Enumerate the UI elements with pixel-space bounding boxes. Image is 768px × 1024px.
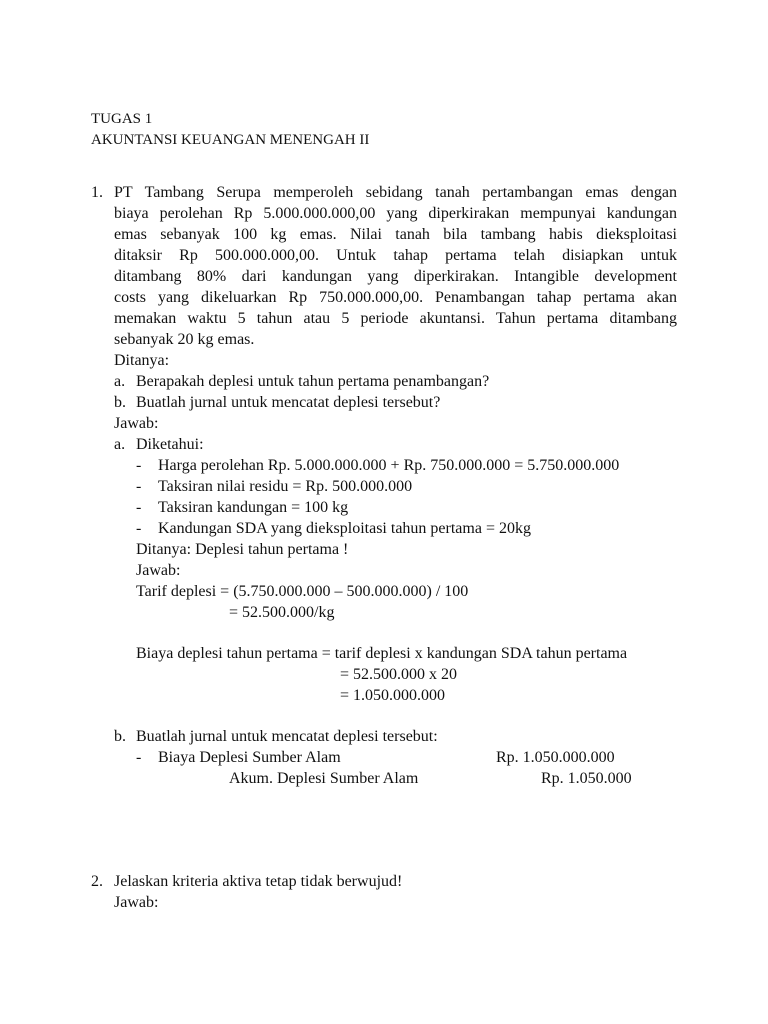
known-item: Harga perolehan Rp. 5.000.000.000 + Rp. 750.000.000 = 5.750.000.000 [158, 457, 620, 474]
bullet: - [136, 499, 142, 516]
journal-credit-account: Akum. Deplesi Sumber Alam [229, 770, 419, 787]
question-b-marker: b. [114, 394, 126, 411]
question-2-text: Jelaskan kriteria aktiva tetap tidak berwujud! [114, 873, 403, 890]
ditanya-label: Ditanya: [114, 352, 170, 369]
biaya-calc: = 52.500.000 x 20 [340, 666, 458, 683]
question-1-paragraph-line: ditaksir Rp 500.000.000,00. Untuk tahap pertama telah disiapkan untuk [114, 247, 677, 264]
known-item: Kandungan SDA yang dieksploitasi tahun pertama = 20kg [158, 520, 531, 537]
journal-debit-amount: Rp. 1.050.000.000 [496, 749, 615, 766]
question-1-paragraph-line: sebanyak 20 kg emas. [114, 331, 255, 348]
question-1-number: 1. [91, 184, 103, 201]
question-b-text: Buatlah jurnal untuk mencatat deplesi tersebut? [136, 394, 441, 411]
diketahui-label: Diketahui: [136, 436, 204, 453]
answer-b-marker: b. [114, 728, 126, 745]
bullet: - [136, 749, 142, 766]
tarif-formula: Tarif deplesi = (5.750.000.000 – 500.000.000) / 100 [136, 583, 469, 600]
bullet: - [136, 478, 142, 495]
answer-b-text: Buatlah jurnal untuk mencatat deplesi tersebut: [136, 728, 438, 745]
question-1-paragraph-line: emas sebanyak 100 kg emas. Nilai tanah bila tambang habis dieksploitasi [114, 226, 677, 243]
question-1-paragraph-line: costs yang dikeluarkan Rp 750.000.000,00. Penambangan tahap pertama akan [114, 289, 677, 306]
biaya-formula: Biaya deplesi tahun pertama = tarif deplesi x kandungan SDA tahun pertama [136, 645, 628, 662]
question-1-paragraph-line: ditambang 80% dari kandungan yang diperkirakan. Intangible development [114, 268, 677, 285]
doc-title: TUGAS 1 [91, 111, 153, 127]
question-1-paragraph-line: memakan waktu 5 tahun atau 5 periode akuntansi. Tahun pertama ditambang [114, 310, 677, 327]
ditanya-sub: Ditanya: Deplesi tahun pertama ! [136, 541, 349, 558]
question-2-jawab-label: Jawab: [114, 894, 159, 911]
journal-debit-account: Biaya Deplesi Sumber Alam [158, 749, 341, 766]
answer-a-marker: a. [114, 436, 126, 453]
biaya-result: = 1.050.000.000 [340, 687, 446, 704]
jawab-label: Jawab: [114, 415, 159, 432]
question-1-paragraph-line: PT Tambang Serupa memperoleh sebidang tanah pertambangan emas dengan [114, 184, 677, 201]
question-1-paragraph-line: biaya perolehan Rp 5.000.000.000,00 yang diperkirakan mempunyai kandungan [114, 205, 677, 222]
journal-credit-amount: Rp. 1.050.000 [541, 770, 632, 787]
question-2-number: 2. [91, 873, 103, 890]
tarif-result: = 52.500.000/kg [229, 604, 335, 621]
known-item: Taksiran nilai residu = Rp. 500.000.000 [158, 478, 413, 495]
jawab-sub: Jawab: [136, 562, 181, 579]
bullet: - [136, 520, 142, 537]
question-a-marker: a. [114, 373, 126, 390]
question-a-text: Berapakah deplesi untuk tahun pertama penambangan? [136, 373, 490, 390]
bullet: - [136, 457, 142, 474]
doc-subtitle: AKUNTANSI KEUANGAN MENENGAH II [91, 132, 370, 148]
known-item: Taksiran kandungan = 100 kg [158, 499, 349, 516]
